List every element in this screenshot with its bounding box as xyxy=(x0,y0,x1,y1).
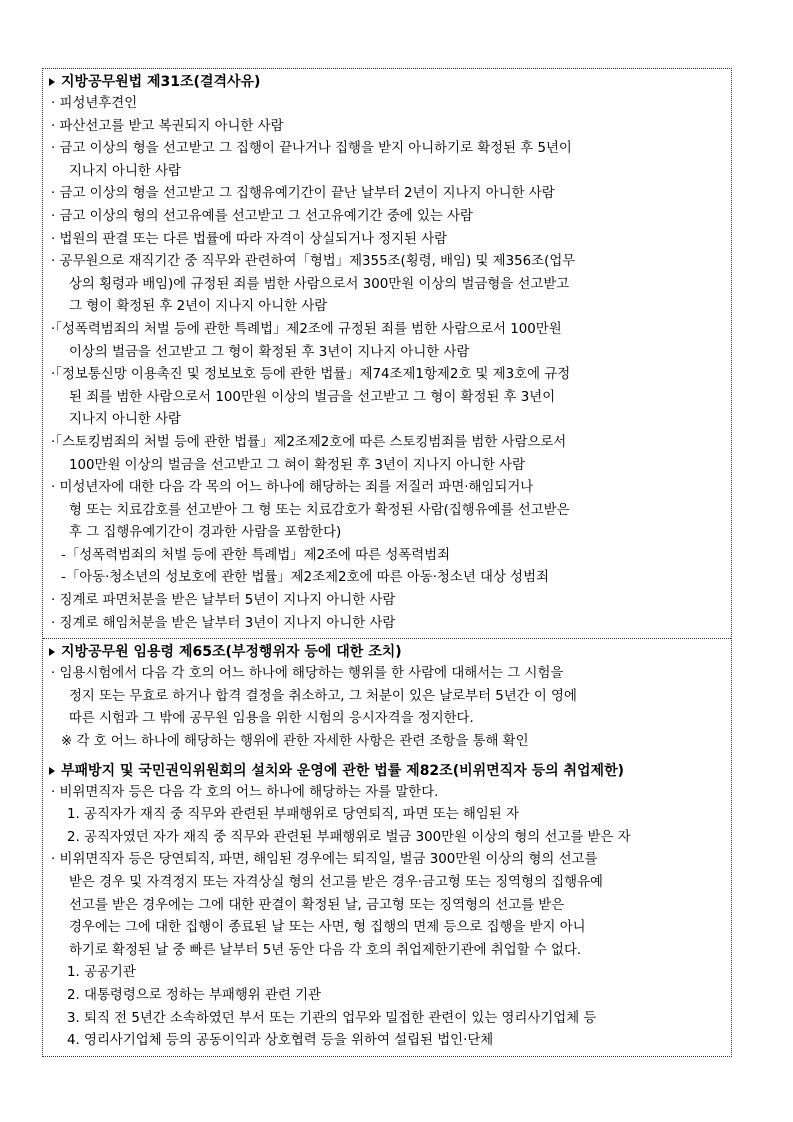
section-body-anticorruption xyxy=(49,782,725,1053)
text-line: · 임용시험에서 다음 각 호의 어느 하나에 해당하는 행위를 한 사람에 대해서는 그 시험을 xyxy=(51,666,564,682)
text-line: 이상의 벌금을 선고받고 그 형이 확정된 후 3년이 지나지 아니한 사람 xyxy=(69,344,470,360)
section-heading-text: 부패방지 및 국민권익위원회의 설치와 운영에 관한 법률 제82조(비위면직자 등의 취업제한) xyxy=(61,762,625,779)
text-line: 1. 공공기관 xyxy=(67,965,136,981)
text-line: 따른 시험과 그 밖에 공무원 임용을 위한 시험의 응시자격을 정지한다. xyxy=(69,711,474,727)
section-appointment-decree xyxy=(43,638,731,1056)
text-line: 정지 또는 무효로 하거나 합격 결정을 취소하고, 그 처분이 있은 날로부터 5년간 이 영에 xyxy=(69,688,577,704)
text-line: · 징계로 해임처분을 받은 날부터 3년이 지나지 아니한 사람 xyxy=(51,615,396,631)
section-body xyxy=(49,663,725,753)
text-line: 선고를 받은 경우에는 그에 대한 판결이 확정된 날, 금고형 또는 징역형의 선고를 받은 xyxy=(69,897,565,913)
section-heading-anticorruption xyxy=(49,760,725,782)
section-heading-text: 지방공무원법 제31조(결격사유) xyxy=(61,74,261,90)
text-line: 2. 대통령령으로 정하는 부패행위 관련 기관 xyxy=(67,987,321,1003)
text-line: · 징계로 파면처분을 받은 날부터 5년이 지나지 아니한 사람 xyxy=(51,593,396,609)
section-heading-text: 지방공무원 임용령 제65조(부정행위자 등에 대한 조치) xyxy=(61,644,402,661)
text-line: · 미성년자에 대한 다음 각 목의 어느 하나에 해당하는 죄를 저질러 파면·해임되거나 xyxy=(51,480,534,496)
text-line: 경우에는 그에 대한 집행이 종료된 날 또는 사면, 형 집행의 면제 등으로 집행을 받지 아니 xyxy=(69,920,586,936)
text-line: 3. 퇴직 전 5년간 소속하였던 부서 또는 기관의 업무와 밀접한 관련이 있는 영리사기업체 등 xyxy=(67,1010,597,1026)
triangle-bullet-icon xyxy=(49,648,55,656)
text-line: · 금고 이상의 형의 선고유예를 선고받고 그 선고유예기간 중에 있는 사람 xyxy=(51,208,473,224)
triangle-bullet-icon xyxy=(49,78,55,86)
text-line: · 비위면직자 등은 당연퇴직, 파면, 해임된 경우에는 퇴직일, 벌금 300만원 이상의 형의 선고를 xyxy=(51,852,598,868)
section-local-public-officials-act xyxy=(43,69,731,638)
text-line: ·「성폭력범죄의 처벌 등에 관한 특례법」제2조에 규정된 죄를 범한 사람으로서 100만원 xyxy=(51,321,562,337)
text-line: · 법원의 판결 또는 다른 법률에 따라 자격이 상실되거나 정지된 사람 xyxy=(51,231,448,247)
section-heading xyxy=(49,71,725,93)
text-line: · 피성년후견인 xyxy=(51,96,138,111)
text-line: 그 형이 확정된 후 2년이 지나지 아니한 사람 xyxy=(69,299,328,315)
text-line: · 공무원으로 재직기간 중 직무와 관련하여「형법」제355조(횡령, 배임) 및 제356조(업무 xyxy=(51,254,576,270)
text-line: 2. 공직자였던 자가 재직 중 직무와 관련된 부패행위로 벌금 300만원 이상의 형의 선고를 받은 자 xyxy=(67,829,631,845)
text-line: 지나지 아니한 사람 xyxy=(69,163,181,179)
legal-notice-box xyxy=(42,68,732,1057)
text-line: ·「정보통신망 이용촉진 및 정보보호 등에 관한 법률」제74조제1항제2호 및 제3호에 규정 xyxy=(51,367,571,383)
text-line: 받은 경우 및 자격정지 또는 자격상실 형의 선고를 받은 경우·금고형 또는 징역형의 집행유예 xyxy=(69,875,603,890)
text-line: 4. 영리사기업체 등의 공동이익과 상호협력 등을 위하여 설립된 법인·단체 xyxy=(67,1033,494,1049)
text-line: · 금고 이상의 형을 선고받고 그 집행이 끝나거나 집행을 받지 아니하기로 확정된 후 5년이 xyxy=(51,141,572,157)
text-line: 100만원 이상의 벌금을 선고받고 그 혀이 확정된 후 3년이 지나지 아니한 사람 xyxy=(69,457,526,473)
text-line: · 파산선고를 받고 복권되지 아니한 사람 xyxy=(51,118,284,134)
text-line: -「아동·청소년의 성보호에 관한 법률」제2조제2호에 따른 아동·청소년 대상 성범죄 xyxy=(61,570,549,586)
text-line: · 금고 이상의 형을 선고받고 그 집행유예기간이 끝난 날부터 2년이 지나지 아니한 사람 xyxy=(51,186,555,202)
text-line: 된 죄를 범한 사람으로서 100만원 이상의 벌금을 선고받고 그 형이 확정된 후 3년이 xyxy=(69,389,556,405)
text-line: 후 그 집행유예기간이 경과한 사람을 포함한다) xyxy=(69,525,342,541)
text-line: 상의 횡령과 배임)에 규정된 죄를 범한 사람으로서 300만원 이상의 벌금형을 선고받고 xyxy=(69,276,570,292)
triangle-bullet-icon xyxy=(49,767,55,775)
text-line: · 비위면직자 등은 다음 각 호의 어느 하나에 해당하는 자를 말한다. xyxy=(51,784,439,800)
text-line: 형 또는 치료감호를 선고받아 그 형 또는 치료감호가 확정된 사람(집행유예를 선고받은 xyxy=(69,502,570,518)
text-line: -「성폭력범죄의 처벌 등에 관한 특례법」제2조에 따른 성폭력범죄 xyxy=(61,547,451,563)
section-heading xyxy=(49,641,725,663)
text-line: ※ 각 호 어느 하나에 해당하는 행위에 관한 자세한 사항은 관련 조항을 통해 확인 xyxy=(61,734,529,750)
text-line: 지나지 아니한 사람 xyxy=(69,412,181,428)
text-line: 하기로 확정된 날 중 빠른 날부터 5년 동안 다음 각 호의 취업제한기관에 취업할 수 없다. xyxy=(69,942,582,958)
text-line: 1. 공직자가 재직 중 직무와 관련된 부패행위로 당연퇴직, 파면 또는 해임된 자 xyxy=(67,807,519,823)
section-body xyxy=(49,93,725,635)
text-line: ·「스토킹범죄의 처벌 등에 관한 법률」제2조제2호에 따른 스토킹범죄를 범한 사람으로서 xyxy=(51,434,567,450)
